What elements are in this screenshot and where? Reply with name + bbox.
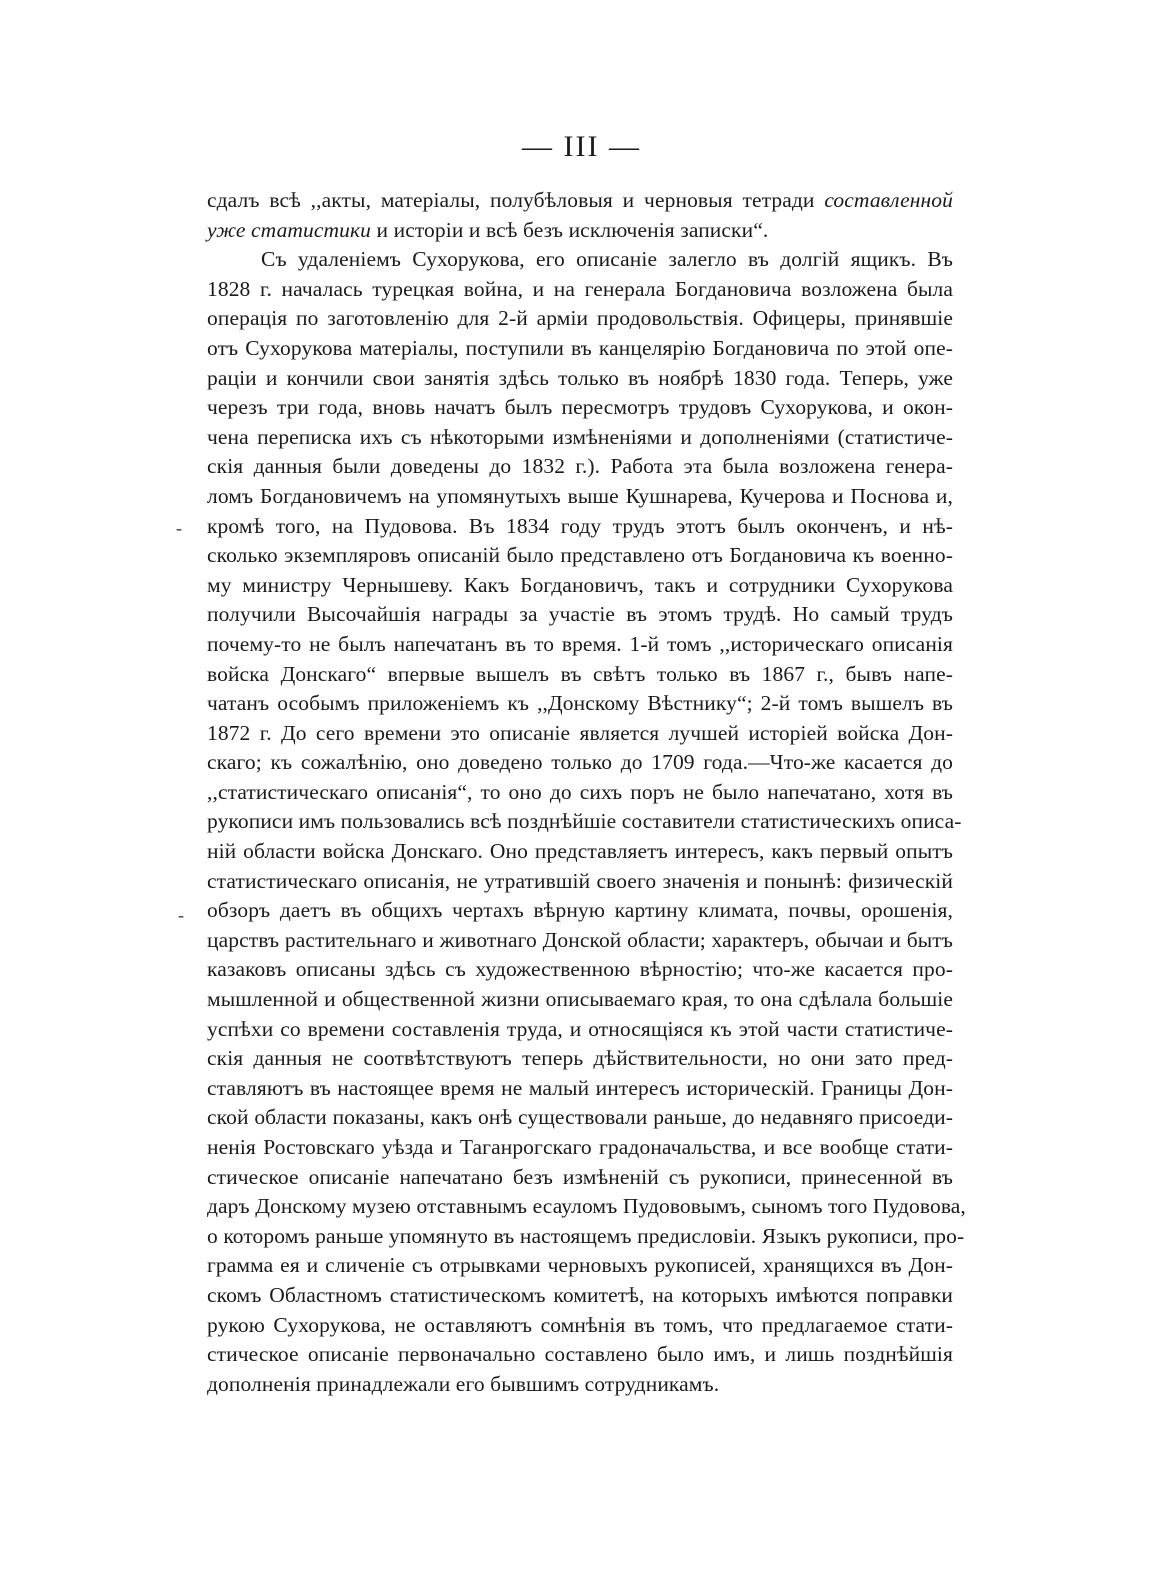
text-line-content: даръ Донскому музею отставнымъ есауломъ Пудововымъ, сыномъ того Пудовова, [207,1194,966,1219]
text-line [207,719,953,749]
text-line-content: 1872 г. До сего времени это описаніе является лучшей исторіей войска Дон- [207,720,953,745]
text-line-content: ненія Ростовскаго уѣзда и Таганрогскаго градоначальства, и все вообще стати- [207,1135,953,1159]
page-number: — III — [522,130,641,163]
text-line [207,245,953,275]
text-line [207,541,953,571]
text-line [207,1340,953,1370]
text-line [207,1133,953,1163]
text-line [207,393,953,423]
text-line [207,304,953,334]
text-line-content: стическое описаніе первоначально составлено было имъ, и лишь позднѣйшія [207,1342,953,1367]
text-line-content: ской области показаны, какъ онѣ существовали раньше, до недавняго присоеди- [207,1105,953,1130]
text-line [207,452,953,482]
text-line-content: дополненія принадлежали его бывшимъ сотрудникамъ. [207,1371,720,1396]
text-line-content: получили Высочайшія награды за участіе въ этомъ трудѣ. Но самый трудъ [207,602,953,627]
text-line-content: скомъ Областномъ статистическомъ комитетѣ, на которыхъ имѣются поправки [207,1282,953,1307]
text-line-content: почему-то не былъ напечатанъ въ то время. 1-й томъ ,,историческаго описанія [207,631,953,656]
text-line [207,1074,953,1104]
text-line [207,1251,953,1281]
text-line [207,216,953,246]
text-line-content: му министру Чернышеву. Какъ Богдановичъ, такъ и сотрудники Сухорукова [207,572,953,597]
text-line-content: кромѣ того, на Пудовова. Въ 1834 году трудъ этотъ былъ оконченъ, и нѣ- [207,513,953,538]
text-line-content: 1828 г. началась турецкая война, и на генерала Богдановича возложена была [207,276,953,301]
text-line [207,1192,966,1222]
text-line [207,1370,953,1400]
italic-phrase: уже статистики [207,217,372,242]
text-line [207,571,953,601]
text-line [207,955,953,985]
text-line [207,630,953,660]
text-line-content: ,,статистическаго описанія“, то оно до сихъ поръ не было напечатано, хотя въ [207,779,953,804]
text-line-content: скаго; къ сожалѣнію, оно доведено только до 1709 года.—Что-же касается до [207,750,953,775]
text-line [207,1281,953,1311]
text-line-continuation: и исторіи и всѣ безъ исключенія записки“. [371,217,769,242]
text-line-content: грамма ея и сличеніе съ отрывками черновыхъ рукописей, хранящихся въ Дон- [207,1253,953,1278]
text-line [207,1044,953,1074]
text-line-content: чена переписка ихъ съ нѣкоторыми измѣненіями и дополненіями (статистиче- [207,424,953,449]
text-line-content: стическое описаніе напечатано безъ измѣненій съ рукописи, принесенной въ [207,1164,953,1189]
text-line-content: ломъ Богдановичемъ на упомянутыхъ выше Кушнарева, Кучерова и Поснова и, [207,483,953,508]
text-line-content: о которомъ раньше упомянуто въ настоящемъ предисловіи. Языкъ рукописи, про- [207,1223,965,1248]
text-line [207,1163,953,1193]
text-line [207,748,953,778]
text-line [207,186,953,216]
text-line-content: сдалъ всѣ ,,акты, матеріалы, полубѣловыя и черновыя тетради [207,188,825,212]
text-line-content: раціи и кончили свои занятія здѣсь только въ ноябрѣ 1830 года. Теперь, уже [207,365,953,390]
text-line-content: мышленной и общественной жизни описываемаго края, то она сдѣлала большіе [207,987,953,1012]
text-line [207,512,953,542]
text-line [207,334,953,364]
text-line [207,778,953,808]
text-line [207,867,953,897]
text-line-content: успѣхи со времени составленія труда, и относящіяся къ этой части статистиче- [207,1016,953,1041]
text-line-content: ставляютъ въ настоящее время не малый интересъ историческій. Границы Дон- [207,1075,953,1100]
margin-mark: - [176,518,182,538]
text-line-content: чатанъ особымъ приложеніемъ къ ,,Донскому Вѣстнику“; 2-й томъ вышелъ въ [207,691,953,716]
text-line [207,364,953,394]
text-line [207,660,953,690]
text-line-content: скія данныя были доведены до 1832 г.). Работа эта была возложена генера- [207,454,953,479]
text-line [207,807,962,837]
text-line-content: статистическаго описанія, не утратившій своего значенія и понынѣ: физическій [207,868,953,893]
text-line [207,837,953,867]
text-line-content: царствъ растительнаго и животнаго Донской области; характеръ, обычаи и бытъ [207,927,953,952]
text-line-content: казаковъ описаны здѣсь съ художественною вѣрностію; что-же касается про- [207,957,953,982]
margin-mark: - [178,905,184,925]
text-line-content: обзоръ даетъ въ общихъ чертахъ вѣрную картину климата, почвы, орошенія, [207,898,953,923]
italic-phrase: составленной [824,188,953,212]
text-line-content: скія данныя не соотвѣтствуютъ теперь дѣйствительности, но они зато пред- [207,1046,953,1071]
text-line [207,423,953,453]
text-line [207,275,953,305]
text-line [207,896,953,926]
text-line [207,689,953,719]
text-line-content: рукописи имъ пользовались всѣ позднѣйшіе составители статистическихъ описа- [207,809,962,834]
text-line-content: рукою Сухорукова, не оставляютъ сомнѣнія въ томъ, что предлагаемое стати- [207,1312,953,1337]
text-line [207,1103,953,1133]
text-line-content: сколько экземпляровъ описаній было представлено отъ Богдановича къ военно- [207,543,953,568]
text-line-content: войска Донскаго“ впервые вышелъ въ свѣтъ только въ 1867 г., бывъ напе- [207,661,953,686]
text-line-content: черезъ три года, вновь начатъ былъ пересмотръ трудовъ Сухорукова, и окон- [207,395,953,420]
text-line [207,1311,953,1341]
text-line [207,1222,965,1252]
text-line-content: ній области войска Донскаго. Оно представляетъ интересъ, какъ первый опытъ [207,839,953,864]
text-line-content: Съ удаленіемъ Сухорукова, его описаніе залегло въ долгій ящикъ. Въ [261,247,953,272]
text-line [207,600,953,630]
text-line [207,985,953,1015]
text-line [207,482,953,512]
text-line-content: отъ Сухорукова матеріалы, поступили въ канцелярію Богдановича по этой опе- [207,335,953,360]
text-line [207,1015,953,1045]
body-text [207,186,966,1399]
text-line [207,926,953,956]
text-line-content: операція по заготовленію для 2-й арміи продовольствія. Офицеры, принявшіе [207,306,953,331]
